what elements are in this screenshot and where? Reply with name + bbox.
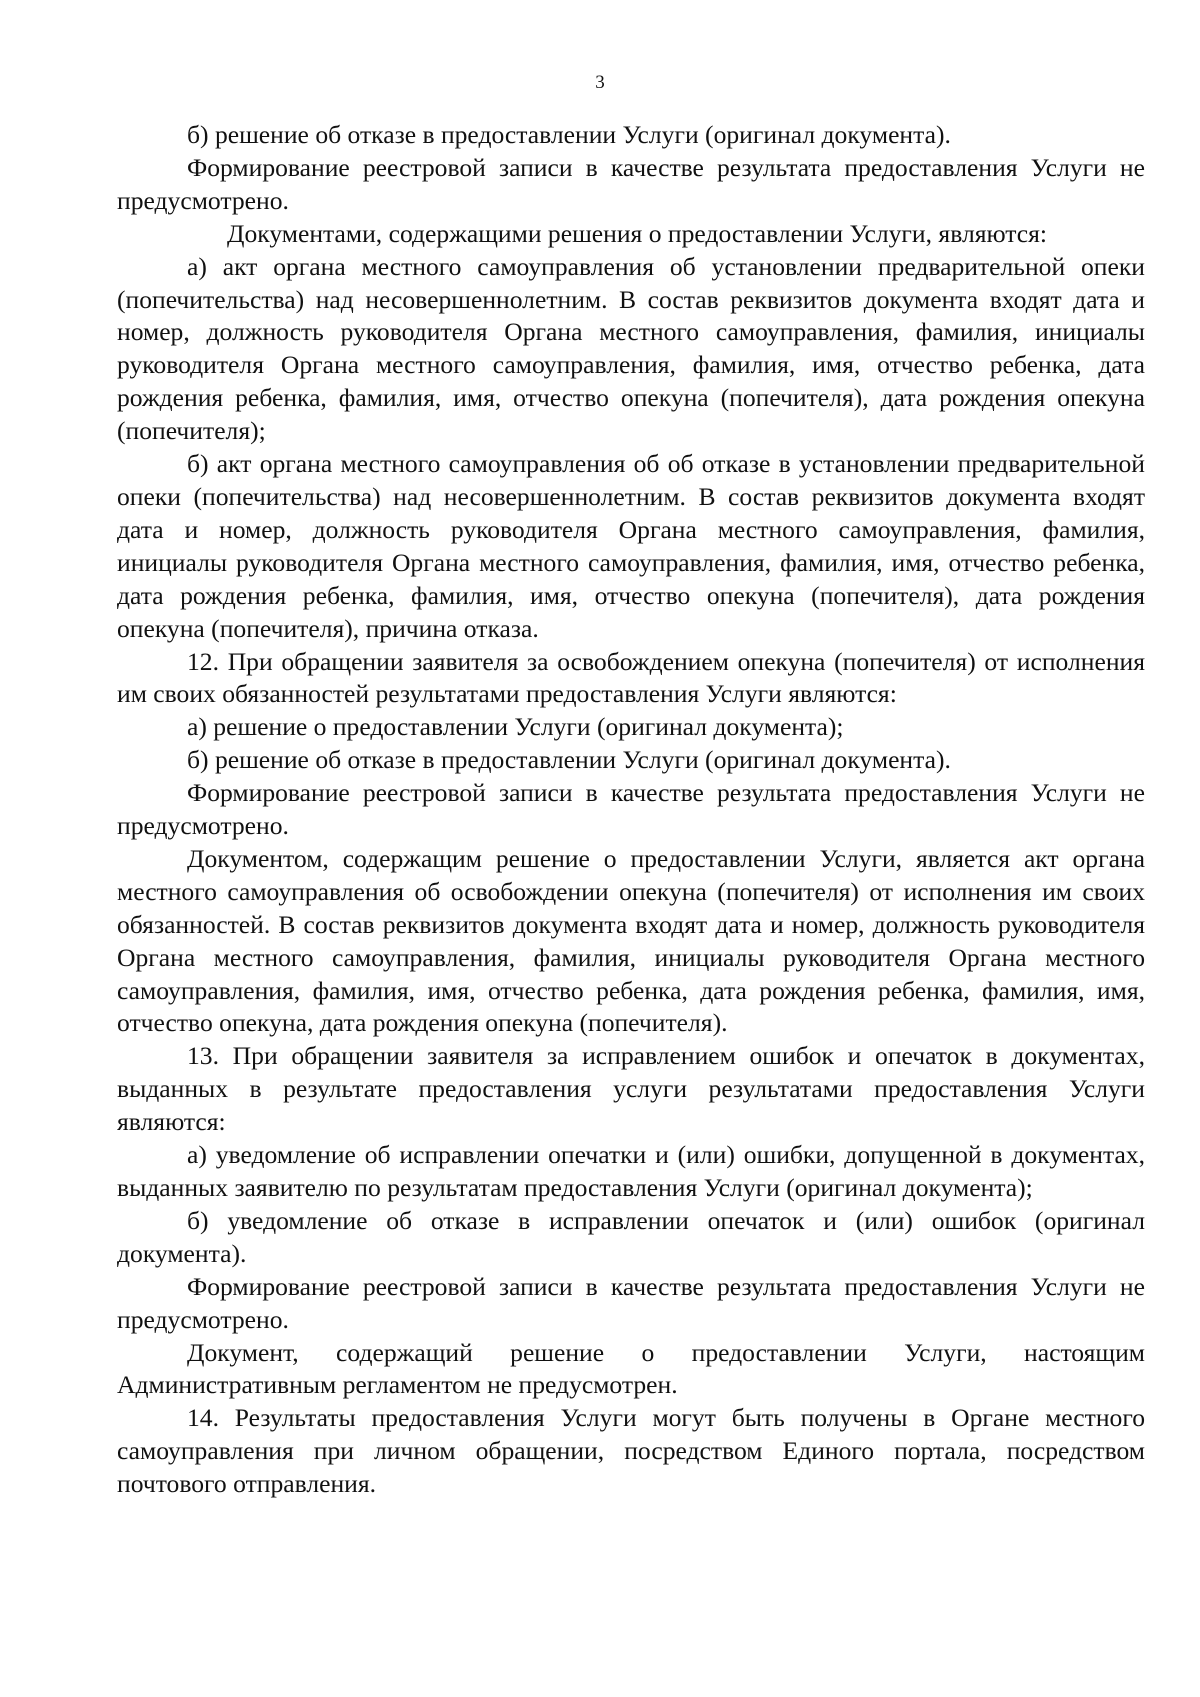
paragraph-item-12: 12. При обращении заявителя за освобождением опекуна (попечителя) от исполнения им своих обязанностей результатами предоставления Услуги являются: (117, 646, 1145, 709)
paragraph-decision-not-provided: Документ, содержащий решение о предоставлении Услуги, настоящим Административным регламентом не предусмотрен. (117, 1337, 1145, 1400)
paragraph-act-release: Документом, содержащим решение о предоставлении Услуги, является акт органа местного самоуправления об освобождении опекуна (попечителя) от исполнения им своих обязанностей. В состав реквизитов документа входят дата и номер, должность руководителя Органа местного самоуправления, фамилия, инициалы руководителя Органа местного самоуправления, фамилия, имя, отчество ребенка, дата рождения ребенка, фамилия, имя, отчество опекуна, дата рождения опекуна (попечителя). (117, 843, 1145, 1038)
paragraph-item-13-b: б) уведомление об отказе в исправлении опечаток и (или) ошибок (оригинал документа). (117, 1205, 1145, 1268)
paragraph-item-13-a: а) уведомление об исправлении опечатки и (или) ошибки, допущенной в документах, выданных заявителю по результатам предоставления Услуги (оригинал документа); (117, 1140, 1145, 1202)
paragraph-item-13: 13. При обращении заявителя за исправлением ошибок и опечаток в документах, выданных в результате предоставления услуги результатами предоставления Услуги являются: (117, 1041, 1145, 1137)
paragraph-registry-not-provided-3: Формирование реестровой записи в качестве результата предоставления Услуги не предусмотрено. (117, 1271, 1145, 1334)
paragraph-item-12-a: а) решение о предоставлении Услуги (оригинал документа); (187, 712, 844, 742)
document-body (117, 119, 1145, 1501)
paragraph-result-refusal: б) решение об отказе в предоставлении Услуги (оригинал документа). (187, 120, 951, 149)
paragraph-act-refusal: б) акт органа местного самоуправления об об отказе в установлении предварительной опеки (попечительства) над несовершеннолетним. В состав реквизитов документа входят дата и номер, должность руководителя Органа местного самоуправления, фамилия, инициалы руководителя Органа местного самоуправления, фамилия, имя, отчество ребенка, дата рождения ребенка, фамилия, имя, отчество опекуна (попечителя), дата рождения опекуна (попечителя), причина отказа. (117, 449, 1145, 643)
paragraph-item-12-b: б) решение об отказе в предоставлении Услуги (оригинал документа). (187, 745, 951, 775)
paragraph-registry-not-provided-2: Формирование реестровой записи в качестве результата предоставления Услуги не предусмотрено. (117, 778, 1145, 841)
paragraph-registry-not-provided: Формирование реестровой записи в качестве результата предоставления Услуги не предусмотрено. (117, 152, 1145, 215)
page-number: 3 (595, 72, 605, 93)
paragraph-decision-documents: Документами, содержащими решения о предоставлении Услуги, являются: (227, 218, 1048, 248)
paragraph-item-14: 14. Результаты предоставления Услуги могут быть получены в Органе местного самоуправления при личном обращении, посредством Единого портала, посредством почтового отправления. (117, 1403, 1145, 1499)
paragraph-act-establishment: а) акт органа местного самоуправления об установлении предварительной опеки (попечительства) над несовершеннолетним. В состав реквизитов документа входят дата и номер, должность руководителя Органа местного самоуправления, фамилия, инициалы руководителя Органа местного самоуправления, фамилия, имя, отчество ребенка, дата рождения ребенка, фамилия, имя, отчество опекуна (попечителя), дата рождения опекуна (попечителя); (117, 251, 1145, 446)
